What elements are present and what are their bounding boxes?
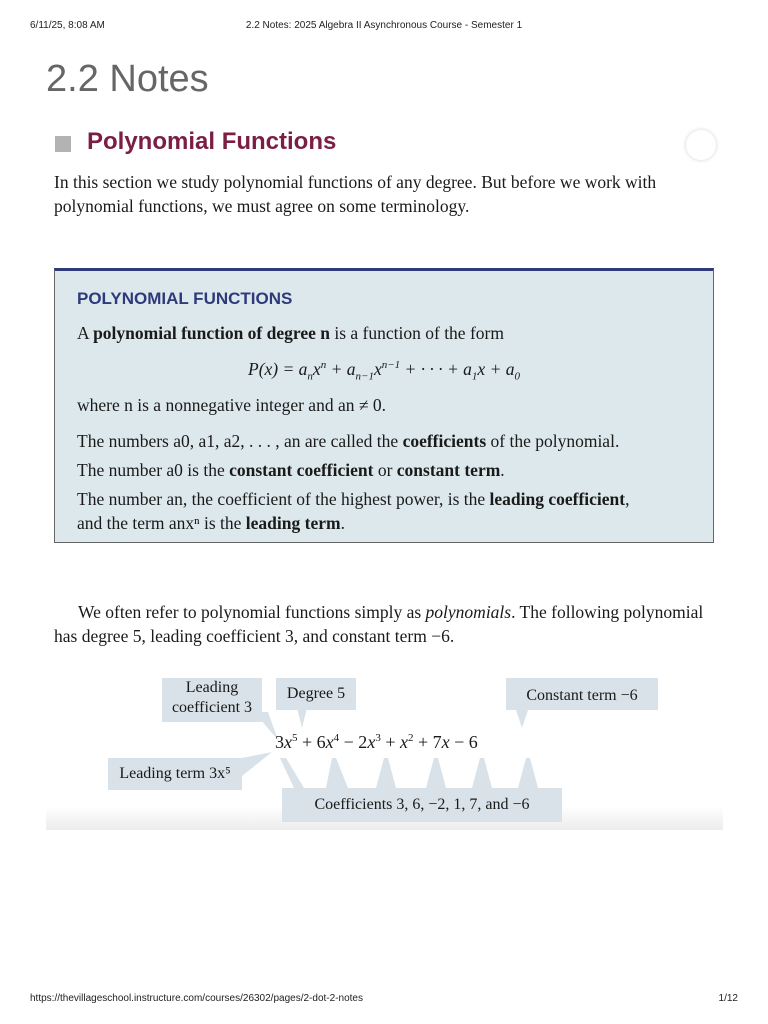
print-page-count: 1/12 — [718, 993, 738, 1004]
print-footer — [30, 993, 738, 1007]
callout-constant-term: Constant term −6 — [506, 678, 658, 710]
print-timestamp: 6/11/25, 8:08 AM — [30, 20, 105, 31]
callout-coefficients: Coefficients 3, 6, −2, 1, 7, and −6 — [282, 788, 562, 822]
definition-heading: POLYNOMIAL FUNCTIONS — [77, 289, 293, 308]
pointer-coef-1 — [426, 758, 446, 788]
callout-leading-term: Leading term 3x⁵ — [108, 758, 242, 790]
callout-leading-coefficient-line1: Leading — [185, 679, 239, 696]
callout-leading-coefficient-line2: coefficient 3 — [171, 699, 253, 716]
section-square-icon — [55, 136, 71, 152]
page-title: 2.2 Notes — [46, 58, 209, 100]
definition-line-5: The number a0 is the constant coefficient or constant term. — [77, 460, 505, 480]
circle-button[interactable] — [686, 130, 716, 160]
definition-line-1: A polynomial function of degree n is a function of the form — [77, 323, 504, 343]
definition-box — [54, 268, 714, 543]
intro-paragraph: In this section we study polynomial functions of any degree. But before we work with polynomial functions, we must agree on some terminology. — [54, 172, 657, 216]
callout-degree: Degree 5 — [276, 678, 356, 710]
definition-line-7: and the term anxⁿ is the leading term. — [77, 513, 345, 533]
print-page-title: 2.2 Notes: 2025 Algebra II Asynchronous Course - Semester 1 — [245, 20, 523, 31]
definition-line-3: where n is a nonnegative integer and an ≠ 0. — [77, 395, 386, 415]
polynomial-expression: $3x^5 + 6x^4 - 2x^3 + x^2 + 7x - 6$ — [275, 732, 478, 752]
pointer-coef-6 — [326, 758, 348, 788]
polynomial-diagram — [46, 660, 723, 830]
definition-line-4: The numbers a0, a1, a2, . . . , an are called the coefficients of the polynomial. — [77, 431, 620, 451]
callout-leading-coefficient — [162, 678, 262, 722]
polynomial-paragraph: We often refer to polynomial functions simply as polynomials. The following polynomial has degree 5, leading coefficient 3, and constant term −6. — [54, 602, 704, 646]
section-title: Polynomial Functions — [87, 128, 337, 155]
pointer-coef-7 — [472, 758, 492, 788]
definition-equation: $P(x) = a_nx^n + a_{n-1}x^{n-1}$ + · · · + $a_1x + a_0$ — [248, 359, 520, 383]
definition-line-6: The number an, the coefficient of the highest power, is the leading coefficient, — [77, 489, 630, 509]
pointer-coef-minus6 — [518, 758, 538, 788]
print-header — [30, 20, 738, 34]
pointer-coef-minus2 — [376, 758, 396, 788]
pointer-leading-term — [242, 752, 272, 776]
print-url: https://thevillageschool.instructure.com/courses/26302/pages/2-dot-2-notes — [30, 993, 363, 1004]
pointer-coef-3 — [280, 758, 304, 788]
